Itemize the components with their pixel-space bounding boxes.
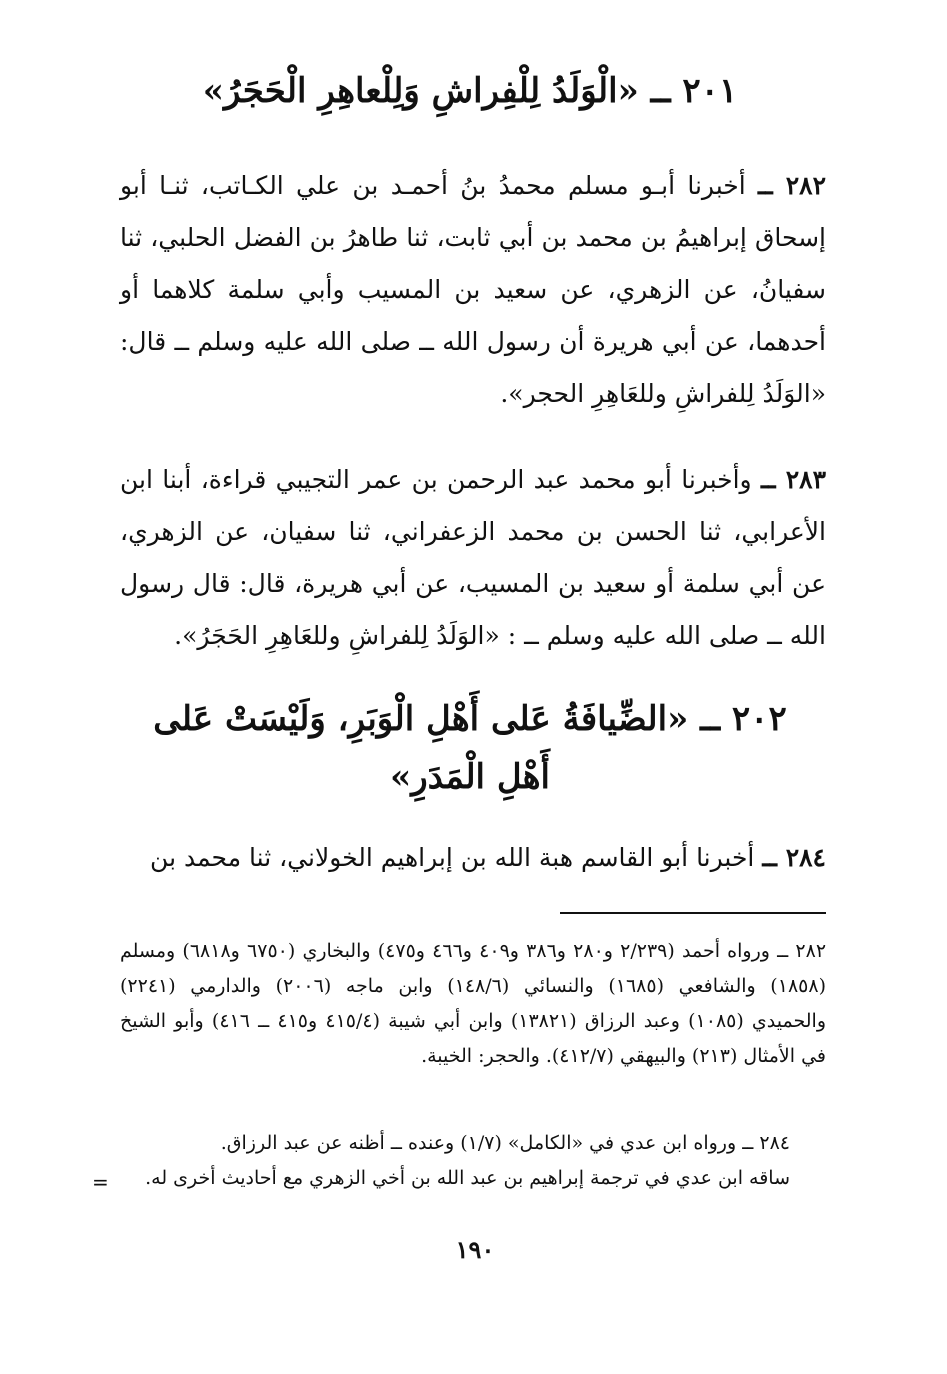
heading-text: ٢٠١ ــ «الْوَلَدُ لِلْفِراشِ وَلِلْعاهِرِ الْحَجَرُ» [202,71,738,111]
footnote-separator [560,912,826,914]
hadith-text: أخبرنا أبو القاسم هبة الله بن إبراهيم الخولاني، ثنا محمد بن [150,843,755,872]
hadith-text: أخبرنا أبـو مسلم محمدُ بنُ أحمـد بن علي الكـاتب، ثنـا أبو إسحاق إبراهيمُ بن محمد بن أبي ثابت، ثنا طاهرُ بن الفضل الحلبي، ثنا سفيانُ، عن الزهري، عن سعيد بن المسيب وأبي سلمة كلاهما أو أحدهما، عن أبي هريرة أن رسول الله ــ صلى الله عليه وسلم ــ قال: «الوَلَدُ لِلفراشِ وللعَاهِرِ الحجر». [120,171,826,408]
section-heading-202 [120,690,820,806]
section-heading-201 [120,62,820,120]
footnote-line: ساقه ابن عدي في ترجمة إبراهيم بن عبد الله بن أخي الزهري مع أحاديث أخرى له. [145,1167,790,1189]
hadith-paragraph-283 [120,454,826,662]
page-number: ١٩٠ [455,1235,495,1264]
hadith-number: ٢٨٢ ــ [758,171,827,200]
hadith-number: ٢٨٤ ــ [762,843,826,872]
hadith-text: وأخبرنا أبو محمد عبد الرحمن بن عمر التجيبي قراءة، أبنا ابن الأعرابي، ثنا الحسن بن محمد الزعفراني، ثنا سفيان، عن الزهري، عن أبي سلمة أو سعيد بن المسيب، عن أبي هريرة، قال: قال رسول الله ــ صلى الله عليه وسلم ــ : «الوَلَدُ لِلفراشِ وللعَاهِرِ الحَجَرُ». [120,465,826,650]
hadith-paragraph-282 [120,160,826,420]
footnote-line: ٢٨٤ ــ ورواه ابن عدي في «الكامل» (١/٧) وعنده ــ أظنه عن عبد الرزاق. [220,1132,790,1154]
continuation-mark: = [92,1170,109,1194]
footnote-282: ٢٨٢ ــ ورواه أحمد (٢/٢٣٩ و٢٨٠ و٣٨٦ و٤٠٩ و٤٦٦ و٤٧٥) والبخاري (٦٧٥٠ و٦٨١٨) ومسلم (١٨٥٨) والشافعي (١٦٨٥) والنسائي (١٤٨/٦) وابن ماجه (٢٠٠٦) والدارمي (٢٢٤١) والحميدي (١٠٨٥) وعبد الرزاق (١٣٨٢١) وابن أبي شيبة (٤١٥/٤ و٤١٥ ــ ٤١٦) وأبو الشيخ في الأمثال (٢١٣) والبيهقي (٤١٢/٧). والحجر: الخيبة. [120,940,827,1067]
heading-line-2: أَهْلِ الْمَدَرِ» [390,757,550,797]
heading-line-1: ٢٠٢ ــ «الضِّيافَةُ عَلى أَهْلِ الْوَبَرِ، وَلَيْسَتْ عَلى [153,699,787,739]
footnote-284 [100,1126,790,1196]
hadith-number: ٢٨٣ ــ [760,465,827,494]
hadith-paragraph-284 [120,832,826,884]
